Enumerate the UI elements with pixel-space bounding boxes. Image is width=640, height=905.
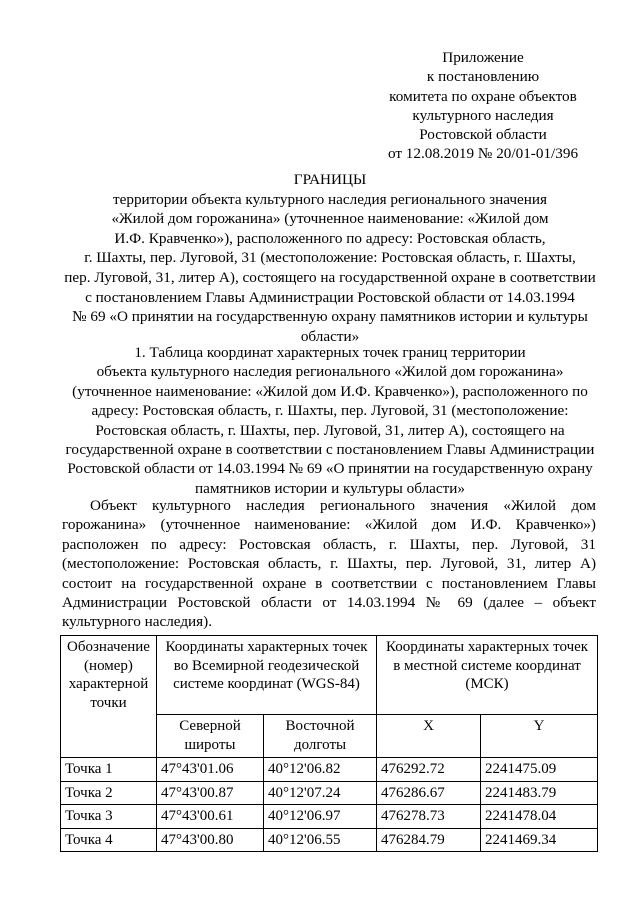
section-line: (уточненное наименование: «Жилой дом И.Ф. Кравченко»), расположенного по	[72, 382, 588, 400]
appendix-line: Приложение	[442, 49, 524, 66]
appendix-line: культурного наследия	[412, 106, 554, 124]
title-block	[56, 170, 604, 346]
table-row	[61, 758, 598, 782]
paragraph-line: Администрации Ростовской области от 14.03.1994 № 69 (далее – объект	[62, 594, 596, 612]
table-row	[61, 828, 598, 852]
section-line: памятников истории и культуры области»	[195, 479, 465, 497]
body-paragraph	[62, 496, 596, 632]
coordinates-table	[60, 635, 598, 852]
cell-lat: 47°43'00.87	[157, 781, 264, 805]
section-line: государственной охране в соответствии с постановлением Главы Администрации	[65, 441, 595, 459]
cell-lon: 40°12'06.82	[264, 758, 377, 782]
cell-lon: 40°12'06.97	[264, 805, 377, 829]
table-row	[61, 781, 598, 805]
cell-x: 476286.67	[377, 781, 481, 805]
title-line: с постановлением Главы Администрации Ростовской области от 14.03.1994	[85, 288, 575, 306]
title-line: пер. Луговой, 31, литер А), состоящего на государственной охране в соответствии	[64, 268, 596, 286]
section-heading	[56, 343, 604, 498]
cell-y: 2241483.79	[481, 781, 598, 805]
paragraph-line: горожанина» (уточненное наименование: «Жилой дом И.Ф. Кравченко»)	[62, 516, 596, 534]
cell-lon: 40°12'07.24	[264, 781, 377, 805]
cell-point: Точка 2	[61, 781, 157, 805]
table-row	[61, 805, 598, 829]
paragraph-line: Объект культурного наследия регионального значения «Жилой дом	[90, 497, 596, 514]
appendix-line: к постановлению	[426, 68, 540, 86]
appendix-line: комитета по охране объектов	[389, 87, 577, 105]
section-line: адресу: Ростовская область, г. Шахты, пер. Луговой, 31 (местоположение:	[91, 402, 569, 420]
title-line: «Жилой дом горожанина» (уточненное наименование: «Жилой дом	[111, 210, 549, 228]
section-line: Ростовская область, г. Шахты, пер. Луговой, 31, литер А), состоящего на	[95, 421, 565, 439]
document-heading: ГРАНИЦЫ	[293, 171, 367, 188]
paragraph-line: (местоположение: Ростовская область, г. Шахты, пер. Луговой, 31, литер А)	[62, 555, 596, 573]
header-designation: Обозначение (номер) характерной точки	[61, 636, 157, 758]
appendix-block	[378, 48, 588, 164]
paragraph-line: расположен по адресу: Ростовская область, г. Шахты, пер. Луговой, 31	[62, 535, 596, 553]
cell-point: Точка 3	[61, 805, 157, 829]
cell-lon: 40°12'06.55	[264, 828, 377, 852]
section-line: 1. Таблица координат характерных точек границ территории	[134, 344, 526, 361]
header-y: Y	[481, 715, 598, 758]
title-line: № 69 «О принятии на государственную охрану памятников истории и культуры	[72, 308, 588, 326]
section-line: Ростовской области от 14.03.1994 № 69 «О принятии на государственную охрану	[67, 460, 593, 478]
cell-x: 476292.72	[377, 758, 481, 782]
cell-lat: 47°43'00.61	[157, 805, 264, 829]
header-east: Восточной долготы	[264, 715, 377, 758]
title-line: территории объекта культурного наследия регионального значения	[112, 190, 548, 208]
paragraph-line: состоит на государственной охране в соответствии с постановлением Главы	[62, 574, 596, 592]
appendix-line: от 12.08.2019 № 20/01-01/396	[387, 145, 579, 163]
cell-y: 2241469.34	[481, 828, 598, 852]
cell-lat: 47°43'00.80	[157, 828, 264, 852]
cell-x: 476284.79	[377, 828, 481, 852]
cell-y: 2241478.04	[481, 805, 598, 829]
header-x: X	[377, 715, 481, 758]
title-line: г. Шахты, пер. Луговой, 31 (местоположение: Ростовская область, г. Шахты,	[84, 249, 576, 267]
header-msk: Координаты характерных точек в местной системе координат (МСК)	[377, 636, 598, 715]
title-line: области»	[300, 327, 360, 345]
table-header-row	[61, 636, 598, 715]
cell-lat: 47°43'01.06	[157, 758, 264, 782]
cell-point: Точка 4	[61, 828, 157, 852]
appendix-line: Ростовской области	[419, 126, 547, 144]
header-north: Северной широты	[157, 715, 264, 758]
cell-x: 476278.73	[377, 805, 481, 829]
section-line: объекта культурного наследия регионального «Жилой дом горожанина»	[96, 363, 564, 381]
header-wgs: Координаты характерных точек во Всемирной геодезической системе координат (WGS-84)	[157, 636, 377, 715]
cell-y: 2241475.09	[481, 758, 598, 782]
cell-point: Точка 1	[61, 758, 157, 782]
title-line: И.Ф. Кравченко»), расположенного по адресу: Ростовская область,	[114, 229, 546, 247]
paragraph-line: культурного наследия).	[62, 613, 213, 631]
